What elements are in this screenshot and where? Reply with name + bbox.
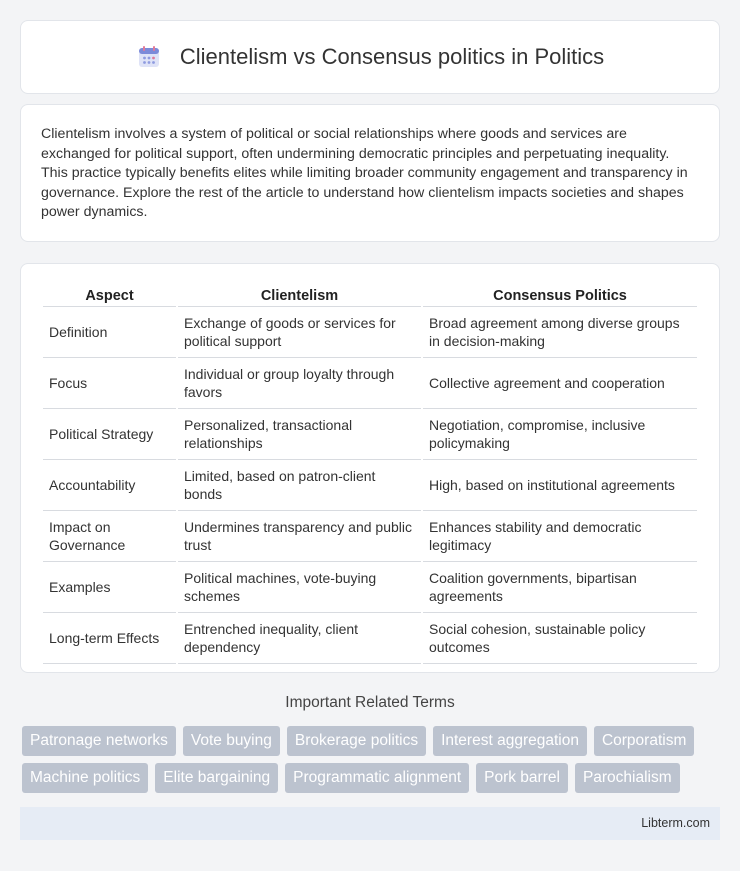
table-row (43, 409, 697, 460)
table-row (43, 613, 697, 664)
cell-aspect: Definition (43, 307, 176, 358)
related-term-tag[interactable]: Machine politics (22, 763, 148, 793)
cell-clientelism: Individual or group loyalty through favors (178, 358, 421, 409)
cell-clientelism: Limited, based on patron-client bonds (178, 460, 421, 511)
related-term-tag[interactable]: Patronage networks (22, 726, 176, 756)
header-consensus: Consensus Politics (423, 284, 697, 307)
related-term-tag[interactable]: Vote buying (183, 726, 280, 756)
calendar-icon (136, 44, 162, 70)
table-row (43, 562, 697, 613)
header-clientelism: Clientelism (178, 284, 421, 307)
table-header-row (43, 284, 697, 307)
cell-consensus: Social cohesion, sustainable policy outcomes (423, 613, 697, 664)
cell-clientelism: Personalized, transactional relationships (178, 409, 421, 460)
cell-consensus: Coalition governments, bipartisan agreements (423, 562, 697, 613)
related-term-tag[interactable]: Parochialism (575, 763, 680, 793)
cell-clientelism: Entrenched inequality, client dependency (178, 613, 421, 664)
comparison-table-card (20, 263, 720, 673)
footer (20, 807, 720, 840)
cell-consensus: Broad agreement among diverse groups in decision-making (423, 307, 697, 358)
cell-aspect: Long-term Effects (43, 613, 176, 664)
cell-clientelism: Exchange of goods or services for political support (178, 307, 421, 358)
footer-site-link[interactable]: Libterm.com (641, 816, 710, 830)
cell-aspect: Examples (43, 562, 176, 613)
header-card (20, 20, 720, 94)
cell-consensus: High, based on institutional agreements (423, 460, 697, 511)
related-terms-title: Important Related Terms (285, 694, 455, 711)
cell-consensus: Enhances stability and democratic legitimacy (423, 511, 697, 562)
cell-aspect: Focus (43, 358, 176, 409)
related-term-tag[interactable]: Pork barrel (476, 763, 568, 793)
cell-consensus: Negotiation, compromise, inclusive policymaking (423, 409, 697, 460)
cell-clientelism: Undermines transparency and public trust (178, 511, 421, 562)
header-aspect: Aspect (43, 284, 176, 307)
table-row (43, 460, 697, 511)
related-terms-list (22, 726, 722, 793)
cell-aspect: Impact on Governance (43, 511, 176, 562)
table-row (43, 358, 697, 409)
table-row (43, 511, 697, 562)
intro-card (20, 104, 720, 242)
cell-clientelism: Political machines, vote-buying schemes (178, 562, 421, 613)
related-term-tag[interactable]: Interest aggregation (433, 726, 587, 756)
related-term-tag[interactable]: Brokerage politics (287, 726, 426, 756)
cell-consensus: Collective agreement and cooperation (423, 358, 697, 409)
related-term-tag[interactable]: Corporatism (594, 726, 694, 756)
related-term-tag[interactable]: Programmatic alignment (285, 763, 469, 793)
table-row (43, 307, 697, 358)
cell-aspect: Political Strategy (43, 409, 176, 460)
page-title: Clientelism vs Consensus politics in Politics (179, 44, 605, 69)
related-term-tag[interactable]: Elite bargaining (155, 763, 278, 793)
cell-aspect: Accountability (43, 460, 176, 511)
intro-text: Clientelism involves a system of political or social relationships where goods and services are exchanged for political support, often undermining democratic principles and perpetuating inequality. This practice typically benefits elites while limiting broader community engagement and transparency in governance. Explore the rest of the article to understand how clientelism impacts societies and shapes power dynamics. (41, 126, 688, 220)
comparison-table (41, 284, 699, 664)
